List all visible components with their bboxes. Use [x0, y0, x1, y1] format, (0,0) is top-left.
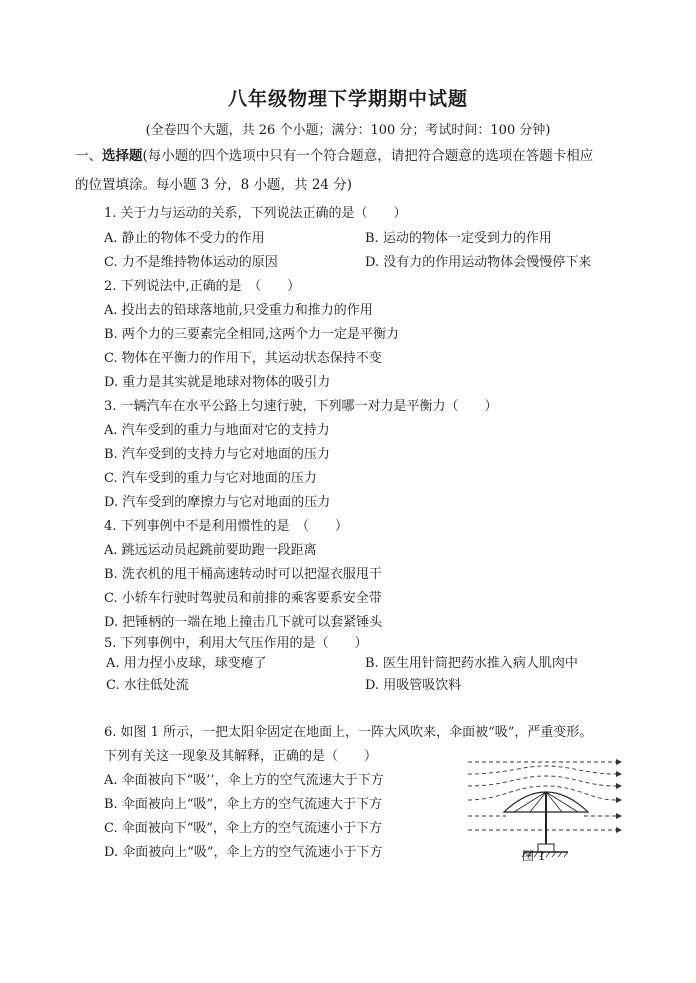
q3-option-d: D. 汽车受到的摩擦力与它对地面的压力 — [104, 495, 331, 510]
q2-option-b: B. 两个力的三要素完全相同,这两个力一定是平衡力 — [104, 327, 399, 342]
q4-option-a: A. 跳远运动员起跳前要助跑一段距离 — [104, 543, 317, 558]
section-intro-b: 的位置填涂。每小题 3 分，8 小题，共 24 分) — [75, 177, 353, 193]
question-5-stem: 5. 下列事例中，利用大气压作用的是（ ） — [104, 636, 368, 651]
question-4-stem: 4. 下列事例中不是利用惯性的是 （ ） — [104, 519, 349, 534]
q3-option-a: A. 汽车受到的重力与地面对它的支持力 — [104, 423, 330, 438]
question-1-stem: 1. 关于力与运动的关系，下列说法正确的是（ ） — [104, 206, 407, 221]
exam-info: (全卷四个大题，共 26 个小题；满分：100 分；考试时间：100 分钟) — [145, 123, 551, 138]
q6-option-c: C. 伞面被向下“吸”，伞上方的空气流速小于下方 — [104, 821, 383, 836]
q5-option-b: B. 医生用针筒把药水推入病人肌肉中 — [365, 656, 578, 671]
q2-option-c: C. 物体在平衡力的作用下，其运动状态保持不变 — [104, 351, 382, 366]
q1-option-b: B. 运动的物体一定受到力的作用 — [365, 231, 552, 246]
q2-option-d: D. 重力是其实就是地球对物体的吸引力 — [104, 375, 331, 390]
section-prefix: 一、 — [75, 148, 102, 164]
q4-option-c: C. 小轿车行驶时驾驶员和前排的乘客要系安全带 — [104, 591, 382, 606]
q6-option-d: D. 伞面被向上“吸”，伞上方的空气流速小于下方 — [104, 845, 383, 860]
question-3-stem: 3. 一辆汽车在水平公路上匀速行驶，下列哪一对力是平衡力（ ） — [104, 399, 498, 414]
umbrella-in-wind-diagram — [466, 756, 626, 868]
page-title: 八年级物理下学期期中试题 — [227, 88, 468, 110]
q5-option-a: A. 用力捏小皮球，球变瘪了 — [106, 656, 267, 671]
section-keyword: 选择题 — [102, 148, 143, 164]
question-6-stem: 6. 如图 1 所示，一把太阳伞固定在地面上，一阵大风吹来，伞面被“吸”，严重变形。 — [104, 725, 593, 740]
question-6-stem-2: 下列有关这一现象及其解释，正确的是（ ） — [104, 749, 378, 764]
q4-option-b: B. 洗衣机的甩干桶高速转动时可以把湿衣服甩干 — [104, 567, 382, 582]
q1-option-c: C. 力不是维持物体运动的原因 — [104, 255, 278, 270]
q4-option-d: D. 把锤柄的一端在地上撞击几下就可以套紧锤头 — [104, 615, 383, 630]
q6-option-a: A. 伞面被向下“吸’’，伞上方的空气流速大于下方 — [104, 773, 384, 788]
q5-option-c: C. 水往低处流 — [106, 678, 189, 693]
question-2-stem: 2. 下列说法中,正确的是 （ ） — [104, 279, 301, 294]
q5-option-d: D. 用吸管吸饮料 — [365, 678, 462, 693]
q1-option-a: A. 静止的物体不受力的作用 — [104, 231, 265, 246]
q6-option-b: B. 伞面被向上“吸”，伞上方的空气流速大于下方 — [104, 797, 383, 812]
q3-option-b: B. 汽车受到的支持力与它对地面的压力 — [104, 447, 330, 462]
q3-option-c: C. 汽车受到的重力与它对地面的压力 — [104, 471, 317, 486]
q1-option-d: D. 没有力的作用运动物体会慢慢停下来 — [365, 255, 592, 270]
section-heading — [75, 142, 675, 171]
figure-label: 图 1 — [522, 849, 546, 863]
section-intro-a: (每小题的四个选项中只有一个符合题意，请把符合题意的选项在答题卡相应 — [142, 148, 594, 164]
q2-option-a: A. 投出去的铅球落地前,只受重力和推力的作用 — [104, 303, 373, 318]
